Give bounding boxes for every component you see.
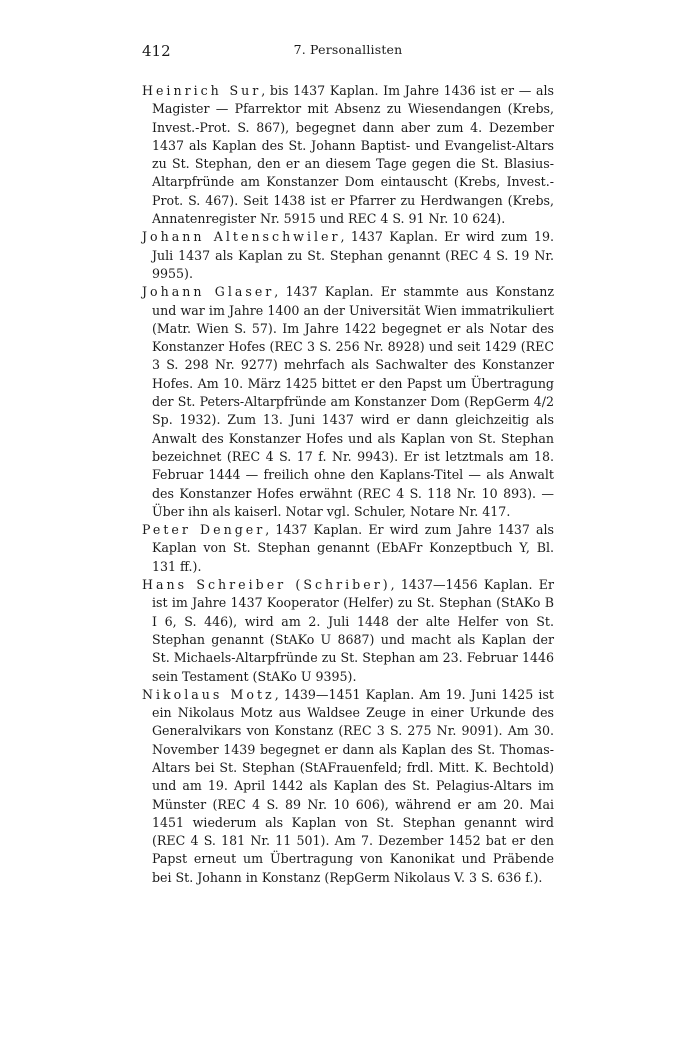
entry-text: , 1437 Kaplan. Er wird zum Jahre 1437 als Kaplan von St. Stephan genannt (EbAFr Konzeptbuch Y, Bl. 131 ff.).	[152, 522, 554, 574]
entry-johann-altenschwiler	[142, 228, 554, 283]
entry-text: , 1439—1451 Kaplan. Am 19. Juni 1425 ist ein Nikolaus Motz aus Waldsee Zeuge in einer Urkunde des Generalvikars von Konstanz (REC 3 S. 275 Nr. 9091). Am 30. November 1439 begegnet er dann als Kaplan des St. Thomas-Altars bei St. Stephan (StAFrauenfeld; frdl. Mitt. K. Bechtold) und am 19. April 1442 als Kaplan des St. Pelagius-Altars im Münster (REC 4 S. 89 Nr. 10 606), während er am 20. Mai 1451 wiederum als Kaplan von St. Stephan genannt wird (REC 4 S. 181 Nr. 11 501). Am 7. Dezember 1452 bat er den Papst erneut um Übertragung von Kanonikat und Präbende bei St. Johann in Konstanz (RepGerm Nikolaus V. 3 S. 636 f.).	[152, 686, 554, 885]
page-header	[142, 42, 554, 64]
entry-name: Hans Schreiber (Schriber)	[142, 577, 391, 593]
entry-johann-glaser	[142, 283, 554, 521]
entry-name: Peter Denger	[142, 522, 266, 538]
entry-name: Johann Glaser	[142, 284, 275, 300]
entry-nikolaus-motz	[142, 686, 554, 887]
entry-text: , 1437 Kaplan. Er stammte aus Konstanz und war im Jahre 1400 an der Universität Wien immatrikuliert (Matr. Wien S. 57). Im Jahre 1422 begegnet er als Notar des Konstanzer Hofes (REC 3 S. 256 Nr. 8928) und seit 1429 (REC 3 S. 298 Nr. 9277) mehrfach als Sachwalter des Konstanzer Hofes. Am 10. März 1425 bittet er den Papst um Übertragung der St. Peters-Altarpfründe am Konstanzer Dom (RepGerm 4/2 Sp. 1932). Zum 13. Juni 1437 wird er dann gleichzeitig als Anwalt des Konstanzer Hofes und als Kaplan von St. Stephan bezeichnet (REC 4 S. 17 f. Nr. 9943). Er ist letztmals am 18. Februar 1444 — freilich ohne den Kaplans-Titel — als Anwalt des Konstanzer Hofes erwähnt (REC 4 S. 118 Nr. 10 893). — Über ihn als kaiserl. Notar vgl. Schuler, Notare Nr. 417.	[152, 284, 554, 519]
entry-peter-denger	[142, 521, 554, 576]
entry-text: , bis 1437 Kaplan. Im Jahre 1436 ist er — als Magister — Pfarrektor mit Absenz zu Wiesendangen (Krebs, Invest.-Prot. S. 867), begegnet dann aber zum 4. Dezember 1437 als Kaplan des St. Johann Baptist- und Evangelist-Altars zu St. Stephan, den er an diesem Tage gegen die St. Blasius-Altarpfründe am Konstanzer Dom eintauscht (Krebs, Invest.-Prot. S. 467). Seit 1438 ist er Pfarrer zu Herdwangen (Krebs, Annatenregister Nr. 5915 und REC 4 S. 91 Nr. 10 624).	[152, 83, 554, 227]
entry-hans-schreiber	[142, 576, 554, 686]
entry-name: Nikolaus Motz	[142, 686, 275, 702]
entry-name: Heinrich Sur	[142, 83, 262, 98]
entry-heinrich-sur	[142, 82, 554, 228]
page-number: 412	[142, 42, 171, 60]
entry-list	[142, 82, 554, 887]
entry-text: , 1437 Kaplan. Er wird zum 19. Juli 1437 als Kaplan zu St. Stephan genannt (REC 4 S. 19 Nr. 9955).	[152, 229, 554, 281]
entry-text: , 1437—1456 Kaplan. Er ist im Jahre 1437 Kooperator (Helfer) zu St. Stephan (StAKo B I 6, S. 446), wird am 2. Juli 1448 der alte Helfer von St. Stephan genannt (StAKo U 8687) und macht als Kaplan der St. Michaels-Altarpfründe zu St. Stephan am 23. Februar 1446 sein Testament (StAKo U 9395).	[152, 577, 554, 684]
running-title: 7. Personallisten	[293, 42, 403, 57]
entry-name: Johann Altenschwiler	[142, 229, 341, 245]
